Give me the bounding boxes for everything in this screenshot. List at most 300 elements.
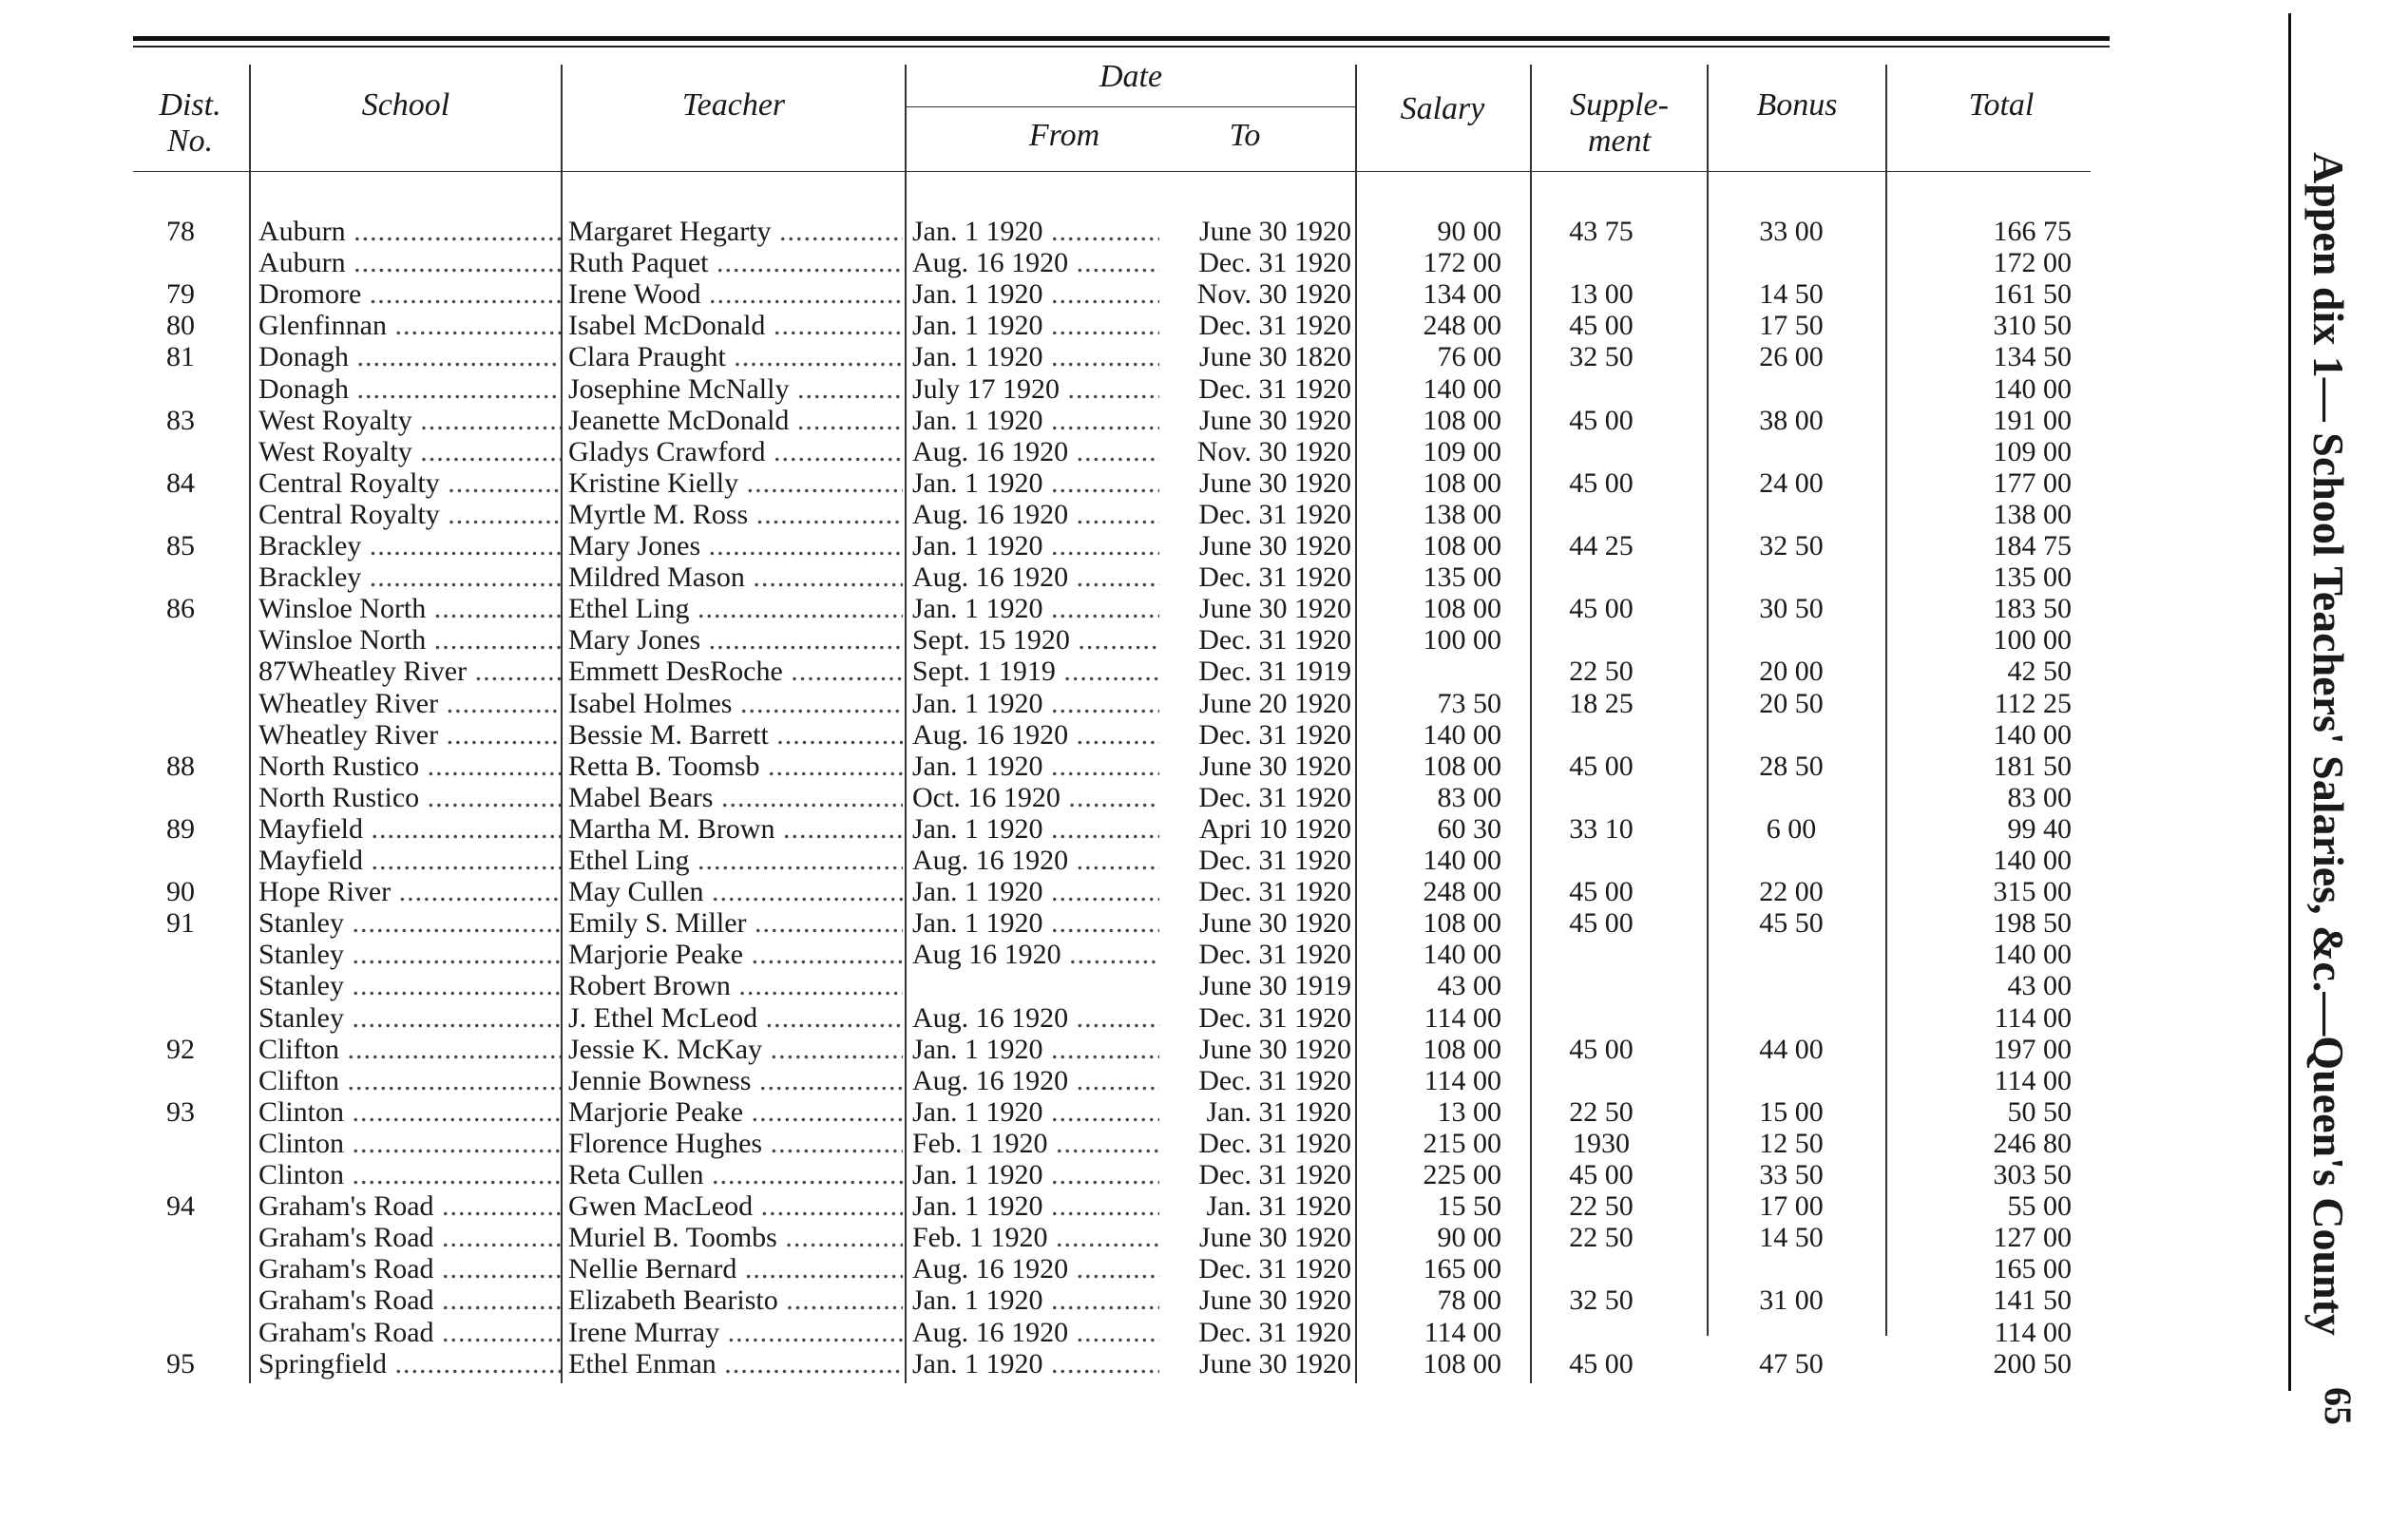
header-dist: Dist. No.: [159, 87, 221, 159]
salary-text: 135 00: [1423, 561, 1501, 594]
total-text: 135 00: [1993, 561, 2072, 594]
bonus-text: 22 00: [1759, 876, 1824, 908]
supplement-text: 33 10: [1569, 812, 1634, 845]
cell-from: [912, 499, 1159, 530]
to-text: June 20 1920: [1199, 687, 1351, 719]
cell-teacher: [568, 688, 903, 719]
cell-total: [1891, 467, 2072, 499]
teacher-text: Elizabeth Bearisto .....: [568, 1284, 903, 1316]
salary-text: 215 00: [1423, 1127, 1501, 1159]
cell-to: [1156, 1065, 1351, 1096]
teacher-text: Josephine McNally .....: [568, 373, 903, 405]
bonus-text: 14 50: [1759, 278, 1824, 311]
cell-to: [1156, 561, 1351, 593]
cell-supplement: [1530, 216, 1672, 247]
supplement-text: 22 50: [1569, 1222, 1634, 1254]
salary-text: 114 00: [1424, 1316, 1501, 1348]
school-text: Central Royalty .....: [258, 499, 561, 530]
cell-to: [1156, 1253, 1351, 1284]
teacher-text: Reta Cullen .....: [568, 1159, 903, 1190]
cell-school: [258, 1128, 561, 1159]
cell-total: [1891, 1096, 2072, 1128]
total-text: 141 50: [1993, 1284, 2072, 1317]
school-text: Graham's Road .....: [258, 1190, 561, 1222]
cell-school: [258, 907, 561, 939]
cell-to: [1156, 1284, 1351, 1316]
salary-text: 60 30: [1437, 812, 1501, 845]
to-text: Apri 10 1920: [1199, 812, 1351, 845]
supplement-text: 45 00: [1569, 907, 1634, 940]
from-text: Jan. 1 1920 .....: [912, 876, 1159, 907]
cell-from: [912, 1284, 1159, 1316]
cell-school: [258, 593, 561, 624]
cell-from: [912, 624, 1159, 656]
from-text: Jan. 1 1920 .....: [912, 813, 1159, 845]
cell-salary: [1359, 1253, 1501, 1284]
cell-school: [258, 1348, 561, 1379]
supplement-text: 45 00: [1569, 593, 1634, 625]
school-text: Brackley .....: [258, 530, 561, 561]
to-text: Dec. 31 1920: [1198, 561, 1351, 594]
from-text: Jan. 1 1920 .....: [912, 341, 1159, 372]
total-text: 140 00: [1993, 845, 2072, 876]
bonus-text: 17 50: [1759, 310, 1824, 342]
cell-school: [258, 1222, 561, 1253]
cell-teacher: [568, 1190, 903, 1222]
cell-to: [1156, 939, 1351, 970]
cell-to: [1156, 1222, 1351, 1253]
dist-text: 89: [166, 812, 195, 845]
supplement-text: 45 00: [1569, 1159, 1634, 1190]
teacher-text: Isabel McDonald .....: [568, 310, 903, 341]
cell-to: [1156, 719, 1351, 751]
cell-to: [1156, 907, 1351, 939]
dist-text: 92: [166, 1033, 195, 1065]
cell-teacher: [568, 278, 903, 310]
teacher-text: Bessie M. Barrett .....: [568, 719, 903, 751]
cell-to: [1156, 1348, 1351, 1379]
to-text: June 30 1820: [1199, 341, 1351, 373]
school-text: Clifton .....: [258, 1034, 561, 1065]
cell-total: [1891, 876, 2072, 907]
cell-from: [912, 561, 1159, 593]
cell-to: [1156, 216, 1351, 247]
salary-text: 108 00: [1423, 466, 1501, 499]
school-text: Graham's Road .....: [258, 1222, 561, 1253]
cell-bonus: [1701, 813, 1882, 845]
header-bonus: Bonus: [1756, 87, 1838, 123]
cell-supplement: [1530, 1096, 1672, 1128]
header-total: Total: [1968, 87, 2035, 123]
cell-salary: [1359, 530, 1501, 561]
cell-school: [258, 1096, 561, 1128]
salary-text: 78 00: [1437, 1284, 1501, 1317]
to-text: Dec. 31 1920: [1198, 1127, 1351, 1159]
total-text: 181 50: [1993, 750, 2072, 782]
to-text: Dec. 31 1920: [1198, 1001, 1351, 1034]
header-school: School: [361, 87, 450, 123]
cell-dist: [143, 907, 219, 939]
cell-total: [1891, 593, 2072, 624]
teacher-text: Ruth Paquet .....: [568, 247, 903, 278]
cell-teacher: [568, 907, 903, 939]
teacher-text: Mildred Mason .....: [568, 561, 903, 593]
cell-supplement: [1530, 876, 1672, 907]
from-text: Jan. 1 1920 .....: [912, 1096, 1159, 1128]
cell-teacher: [568, 1065, 903, 1096]
salary-text: 165 00: [1423, 1253, 1501, 1285]
cell-school: [258, 467, 561, 499]
salary-text: 138 00: [1423, 498, 1501, 530]
cell-school: [258, 1253, 561, 1284]
to-text: June 30 1920: [1199, 593, 1351, 625]
cell-total: [1891, 719, 2072, 751]
cell-teacher: [568, 1159, 903, 1190]
to-text: June 30 1920: [1199, 1284, 1351, 1317]
supplement-text: 22 50: [1569, 1190, 1634, 1223]
supplement-text: 45 00: [1569, 750, 1634, 782]
cell-to: [1156, 1096, 1351, 1128]
bonus-text: 20 00: [1759, 656, 1824, 688]
salary-text: 134 00: [1423, 278, 1501, 311]
cell-dist: [143, 405, 219, 436]
cell-dist: [143, 530, 219, 561]
cell-dist: [143, 310, 219, 341]
cell-supplement: [1530, 688, 1672, 719]
from-text: July 17 1920 .....: [912, 373, 1159, 405]
cell-supplement: [1530, 656, 1672, 687]
to-text: Jan. 31 1920: [1206, 1095, 1351, 1128]
cell-salary: [1359, 688, 1501, 719]
cell-salary: [1359, 436, 1501, 467]
cell-total: [1891, 530, 2072, 561]
cell-to: [1156, 1317, 1351, 1348]
cell-teacher: [568, 624, 903, 656]
bonus-text: 12 50: [1759, 1127, 1824, 1159]
cell-teacher: [568, 782, 903, 813]
cell-dist: [143, 876, 219, 907]
teacher-text: Mabel Bears .....: [568, 782, 903, 813]
to-text: June 30 1920: [1199, 530, 1351, 561]
total-text: 138 00: [1993, 498, 2072, 530]
cell-from: [912, 1096, 1159, 1128]
teacher-text: Martha M. Brown .....: [568, 813, 903, 845]
to-text: June 30 1920: [1199, 1033, 1351, 1065]
cell-teacher: [568, 216, 903, 247]
cell-salary: [1359, 907, 1501, 939]
cell-salary: [1359, 751, 1501, 782]
total-text: 140 00: [1993, 939, 2072, 971]
cell-salary: [1359, 1096, 1501, 1128]
dist-text: 85: [166, 530, 195, 561]
cell-bonus: [1701, 1034, 1882, 1065]
cell-dist: [143, 813, 219, 845]
to-text: Dec. 31 1920: [1198, 310, 1351, 342]
from-text: Jan. 1 1920 .....: [912, 467, 1159, 499]
from-text: Aug. 16 1920 .....: [912, 1065, 1159, 1096]
to-text: Dec. 31 1920: [1198, 1316, 1351, 1348]
cell-to: [1156, 1034, 1351, 1065]
school-text: 87Wheatley River .....: [258, 656, 561, 687]
cell-salary: [1359, 405, 1501, 436]
from-text: Jan. 1 1920 .....: [912, 1159, 1159, 1190]
header-bottom-rule: [133, 171, 2091, 172]
from-text: Jan. 1 1920 .....: [912, 1348, 1159, 1379]
bonus-text: 31 00: [1759, 1284, 1824, 1317]
bonus-text: 14 50: [1759, 1222, 1824, 1254]
supplement-text: 22 50: [1569, 1095, 1634, 1128]
bonus-text: 47 50: [1759, 1347, 1824, 1379]
to-text: June 30 1920: [1199, 750, 1351, 782]
cell-from: [912, 656, 1159, 687]
cell-supplement: [1530, 751, 1672, 782]
cell-supplement: [1530, 1159, 1672, 1190]
cell-school: [258, 656, 561, 687]
school-text: Brackley .....: [258, 561, 561, 593]
cell-total: [1891, 1348, 2072, 1379]
cell-from: [912, 1348, 1159, 1379]
salary-text: 73 50: [1437, 687, 1501, 719]
dist-text: 86: [166, 593, 195, 625]
cell-school: [258, 216, 561, 247]
cell-school: [258, 373, 561, 405]
cell-teacher: [568, 341, 903, 372]
cell-supplement: [1530, 813, 1672, 845]
salary-text: 225 00: [1423, 1159, 1501, 1190]
cell-school: [258, 1159, 561, 1190]
dist-text: 81: [166, 341, 195, 373]
total-text: 172 00: [1993, 247, 2072, 279]
bonus-text: 45 50: [1759, 907, 1824, 940]
cell-to: [1156, 970, 1351, 1001]
teacher-text: Jennie Bowness .....: [568, 1065, 903, 1096]
bonus-text: 28 50: [1759, 750, 1824, 782]
from-text: Jan. 1 1920 .....: [912, 1284, 1159, 1316]
from-text: Aug. 16 1920 .....: [912, 1002, 1159, 1034]
school-text: Winsloe North .....: [258, 593, 561, 624]
to-text: Dec. 31 1920: [1198, 372, 1351, 405]
from-text: Feb. 1 1920 .....: [912, 1128, 1159, 1159]
to-text: June 30 1920: [1199, 466, 1351, 499]
cell-total: [1891, 561, 2072, 593]
cell-from: [912, 1128, 1159, 1159]
school-text: Dromore .....: [258, 278, 561, 310]
from-text: Aug. 16 1920 .....: [912, 1253, 1159, 1284]
cell-total: [1891, 310, 2072, 341]
divider-dist: [249, 65, 251, 1383]
to-text: June 30 1920: [1199, 404, 1351, 436]
cell-from: [912, 373, 1159, 405]
teacher-text: Marjorie Peake .....: [568, 1096, 903, 1128]
cell-bonus: [1701, 1128, 1882, 1159]
cell-total: [1891, 907, 2072, 939]
school-text: Auburn .....: [258, 247, 561, 278]
cell-school: [258, 688, 561, 719]
to-text: June 30 1920: [1199, 1222, 1351, 1254]
cell-from: [912, 1159, 1159, 1190]
teacher-text: Gladys Crawford .....: [568, 436, 903, 467]
to-text: June 30 1920: [1199, 216, 1351, 247]
cell-teacher: [568, 310, 903, 341]
to-text: Dec. 31 1920: [1198, 1159, 1351, 1190]
salary-text: 90 00: [1437, 1222, 1501, 1254]
cell-total: [1891, 970, 2072, 1001]
cell-total: [1891, 373, 2072, 405]
total-text: 166 75: [1993, 216, 2072, 247]
supplement-text: 45 00: [1569, 310, 1634, 342]
from-text: Jan. 1 1920 .....: [912, 278, 1159, 310]
teacher-text: May Cullen .....: [568, 876, 903, 907]
cell-bonus: [1701, 341, 1882, 372]
cell-supplement: [1530, 593, 1672, 624]
cell-total: [1891, 1065, 2072, 1096]
cell-school: [258, 405, 561, 436]
cell-supplement: [1530, 1284, 1672, 1316]
cell-salary: [1359, 561, 1501, 593]
cell-dist: [143, 467, 219, 499]
from-text: Jan. 1 1920 .....: [912, 216, 1159, 247]
bonus-text: 17 00: [1759, 1190, 1824, 1223]
teacher-text: Irene Wood .....: [568, 278, 903, 310]
cell-from: [912, 719, 1159, 751]
teacher-text: Ethel Ling .....: [568, 845, 903, 876]
cell-from: [912, 593, 1159, 624]
from-text: Jan. 1 1920 .....: [912, 530, 1159, 561]
from-text: Jan. 1 1920 .....: [912, 907, 1159, 939]
cell-supplement: [1530, 405, 1672, 436]
cell-bonus: [1701, 907, 1882, 939]
total-text: 109 00: [1993, 435, 2072, 467]
cell-to: [1156, 436, 1351, 467]
cell-bonus: [1701, 593, 1882, 624]
from-text: Aug. 16 1920 .....: [912, 561, 1159, 593]
cell-school: [258, 1002, 561, 1034]
cell-teacher: [568, 656, 903, 687]
total-text: 246 80: [1993, 1127, 2072, 1159]
to-text: Dec. 31 1920: [1198, 1253, 1351, 1285]
cell-salary: [1359, 782, 1501, 813]
cell-teacher: [568, 593, 903, 624]
cell-from: [912, 1317, 1159, 1348]
bonus-text: 26 00: [1759, 341, 1824, 373]
supplement-text: 13 00: [1569, 278, 1634, 311]
cell-to: [1156, 1190, 1351, 1222]
school-text: Springfield .....: [258, 1348, 561, 1379]
cell-salary: [1359, 845, 1501, 876]
cell-salary: [1359, 1034, 1501, 1065]
school-text: North Rustico .....: [258, 751, 561, 782]
school-text: Winsloe North .....: [258, 624, 561, 656]
from-text: Sept. 15 1920 .....: [912, 624, 1159, 656]
total-text: 184 75: [1993, 530, 2072, 561]
cell-bonus: [1701, 1348, 1882, 1379]
dist-text: 88: [166, 750, 195, 782]
total-text: 303 50: [1993, 1159, 2072, 1190]
school-text: Wheatley River .....: [258, 719, 561, 751]
dist-text: 79: [166, 278, 195, 311]
cell-teacher: [568, 751, 903, 782]
teacher-text: Margaret Hegarty .....: [568, 216, 903, 247]
teacher-text: Kristine Kielly .....: [568, 467, 903, 499]
cell-school: [258, 782, 561, 813]
cell-school: [258, 436, 561, 467]
cell-salary: [1359, 1190, 1501, 1222]
cell-from: [912, 939, 1159, 970]
from-text: Aug 16 1920 .....: [912, 939, 1159, 970]
cell-from: [912, 247, 1159, 278]
cell-teacher: [568, 436, 903, 467]
cell-from: [912, 1190, 1159, 1222]
supplement-text: 45 00: [1569, 466, 1634, 499]
cell-salary: [1359, 1128, 1501, 1159]
salary-text: 140 00: [1423, 718, 1501, 751]
supplement-text: 32 50: [1569, 1284, 1634, 1317]
page-number: 65: [2317, 1387, 2360, 1425]
cell-from: [912, 813, 1159, 845]
teacher-text: Isabel Holmes .....: [568, 688, 903, 719]
cell-teacher: [568, 467, 903, 499]
cell-total: [1891, 624, 2072, 656]
cell-school: [258, 845, 561, 876]
total-text: 112 25: [1994, 687, 2072, 719]
cell-teacher: [568, 1253, 903, 1284]
teacher-text: Clara Praught .....: [568, 341, 903, 372]
cell-total: [1891, 278, 2072, 310]
to-text: June 30 1919: [1199, 970, 1351, 1002]
cell-teacher: [568, 1284, 903, 1316]
total-text: 43 00: [2007, 970, 2072, 1002]
supplement-text: 1930: [1573, 1127, 1630, 1159]
cell-total: [1891, 1190, 2072, 1222]
school-text: Stanley .....: [258, 1002, 561, 1034]
cell-school: [258, 813, 561, 845]
total-text: 50 50: [2007, 1095, 2072, 1128]
cell-from: [912, 876, 1159, 907]
cell-bonus: [1701, 530, 1882, 561]
salary-text: 140 00: [1423, 372, 1501, 405]
salary-text: 114 00: [1424, 1001, 1501, 1034]
cell-salary: [1359, 310, 1501, 341]
cell-dist: [143, 216, 219, 247]
cell-teacher: [568, 1034, 903, 1065]
cell-to: [1156, 341, 1351, 372]
teacher-text: Florence Hughes .....: [568, 1128, 903, 1159]
cell-total: [1891, 1034, 2072, 1065]
cell-to: [1156, 876, 1351, 907]
top-rule-thin: [133, 46, 2110, 48]
cell-supplement: [1530, 1222, 1672, 1253]
total-text: 100 00: [1993, 624, 2072, 656]
teacher-text: Mary Jones .....: [568, 530, 903, 561]
cell-total: [1891, 341, 2072, 372]
cell-bonus: [1701, 688, 1882, 719]
teacher-text: Mary Jones .....: [568, 624, 903, 656]
cell-school: [258, 719, 561, 751]
school-text: Clinton .....: [258, 1096, 561, 1128]
cell-bonus: [1701, 1222, 1882, 1253]
cell-teacher: [568, 373, 903, 405]
dist-text: 90: [166, 876, 195, 908]
salary-text: 15 50: [1437, 1190, 1501, 1223]
cell-school: [258, 1065, 561, 1096]
teacher-text: Myrtle M. Ross .....: [568, 499, 903, 530]
from-text: Sept. 1 1919 .....: [912, 656, 1159, 687]
salary-text: 108 00: [1423, 907, 1501, 940]
bonus-text: 24 00: [1759, 466, 1824, 499]
cell-salary: [1359, 499, 1501, 530]
cell-from: [912, 436, 1159, 467]
school-text: Graham's Road .....: [258, 1317, 561, 1348]
